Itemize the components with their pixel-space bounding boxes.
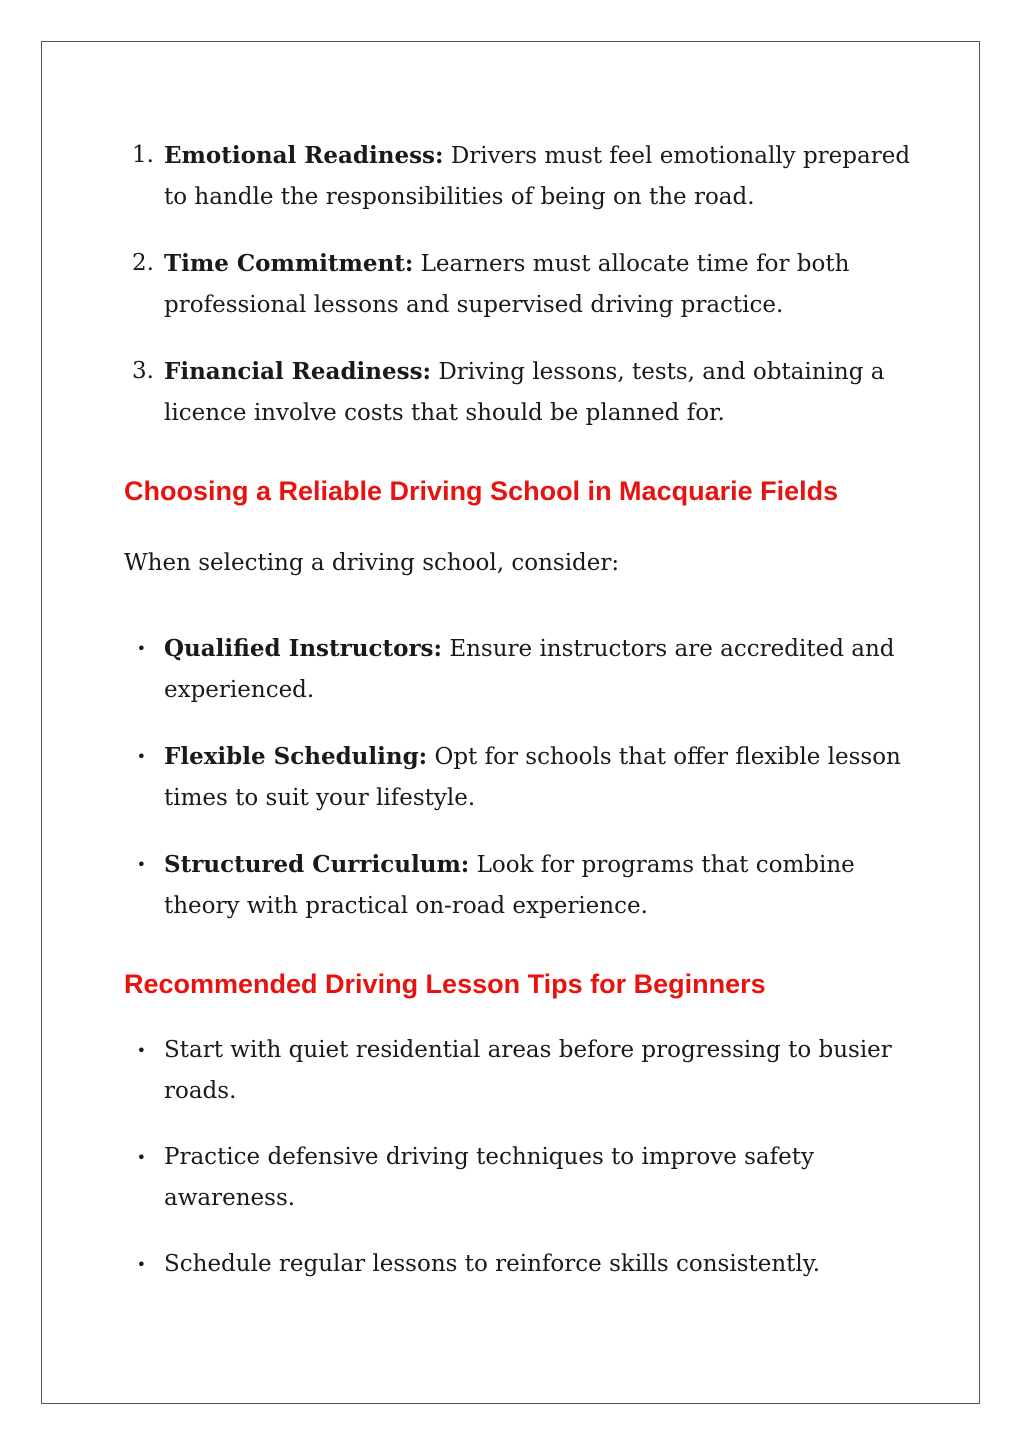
- list-term: Structured Curriculum:: [164, 851, 470, 878]
- section-heading: Choosing a Reliable Driving School in Macquarie Fields: [124, 476, 839, 506]
- list-number: 2.: [132, 250, 154, 276]
- bullet-list-item: [124, 1137, 914, 1219]
- list-term: Emotional Readiness:: [164, 142, 444, 169]
- bullet-list-item: [124, 1030, 914, 1112]
- list-text: Driving lessons, tests, and obtaining a licence involve costs that should be planned for.: [164, 359, 885, 426]
- numbered-list-item: [124, 135, 914, 218]
- document-content: [124, 135, 914, 1285]
- bullet-list-item: [124, 844, 914, 927]
- list-text: Practice defensive driving techniques to improve safety awareness.: [164, 1144, 814, 1211]
- section-intro: When selecting a driving school, consider:: [124, 550, 620, 576]
- bullet-icon: •: [136, 1041, 146, 1060]
- bullet-list-item: [124, 1244, 914, 1285]
- bullet-icon: •: [136, 747, 146, 766]
- list-text: Start with quiet residential areas before progressing to busier roads.: [164, 1037, 892, 1104]
- list-text: Schedule regular lessons to reinforce skills consistently.: [164, 1251, 821, 1277]
- list-text: Look for programs that combine theory with practical on-road experience.: [164, 852, 855, 919]
- numbered-list-item: [124, 243, 914, 326]
- list-number: 3.: [132, 358, 154, 384]
- list-text: Learners must allocate time for both professional lessons and supervised driving practice.: [164, 251, 850, 318]
- list-text: Drivers must feel emotionally prepared to handle the responsibilities of being on the road.: [164, 143, 911, 210]
- list-term: Qualified Instructors:: [164, 635, 442, 662]
- list-text: Ensure instructors are accredited and experienced.: [164, 636, 895, 703]
- bullet-list-item: [124, 628, 914, 711]
- bullet-icon: •: [136, 1255, 146, 1274]
- bullet-icon: •: [136, 639, 146, 658]
- list-term: Time Commitment:: [164, 250, 414, 277]
- document-page: [41, 41, 980, 1404]
- bullet-icon: •: [136, 1148, 146, 1167]
- bullet-list-item: [124, 736, 914, 819]
- list-term: Financial Readiness:: [164, 358, 432, 385]
- numbered-list-item: [124, 351, 914, 434]
- list-term: Flexible Scheduling:: [164, 743, 428, 770]
- list-text: Opt for schools that offer flexible lesson times to suit your lifestyle.: [164, 744, 901, 811]
- list-number: 1.: [132, 142, 154, 168]
- bullet-icon: •: [136, 855, 146, 874]
- section-heading: Recommended Driving Lesson Tips for Beginners: [124, 969, 766, 999]
